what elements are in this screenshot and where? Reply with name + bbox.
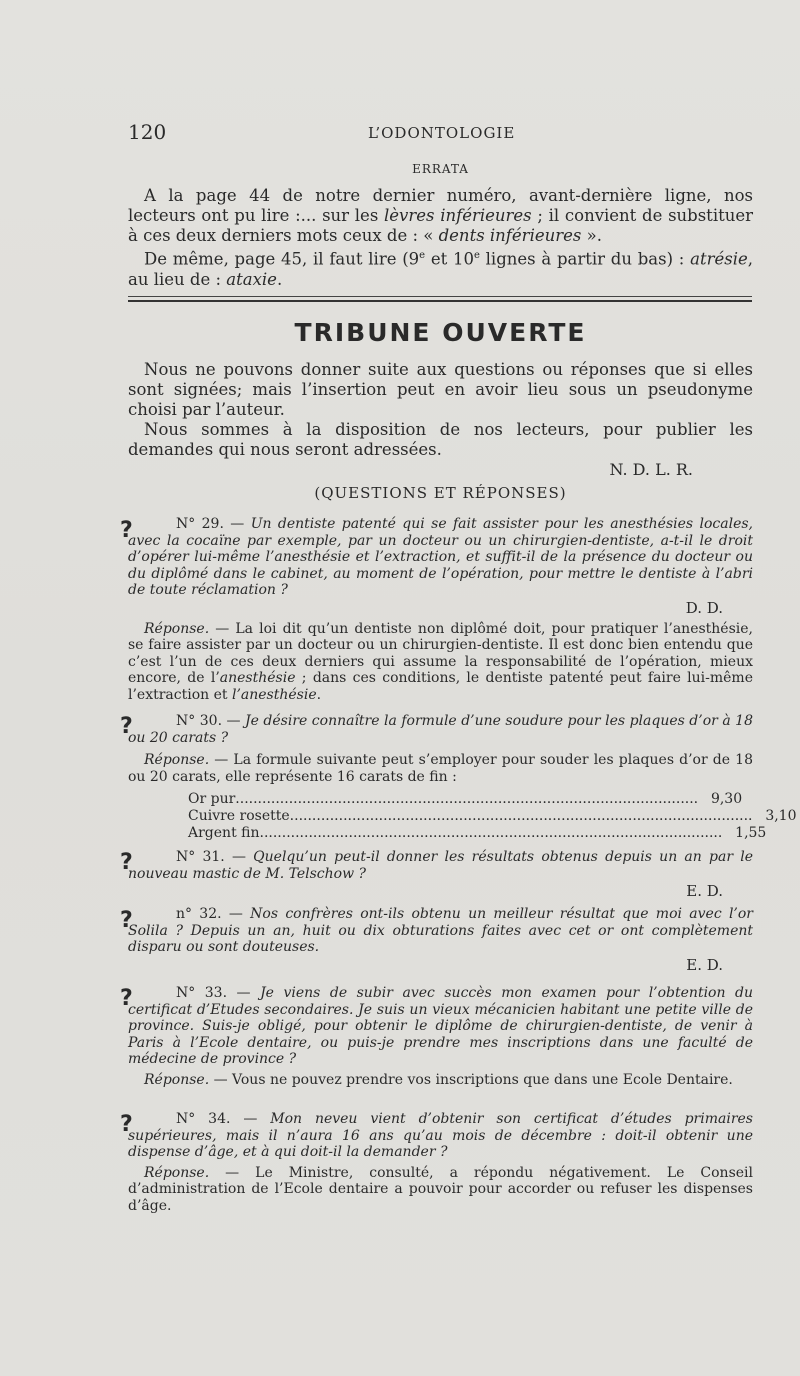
question-mark-icon: ? (120, 908, 133, 933)
page-header (128, 120, 753, 150)
question-mark-icon: ? (120, 714, 133, 739)
table-row: Or pur ........................................................................................................ 9,30 (188, 791, 743, 807)
question-mark-icon: ? (120, 1112, 133, 1137)
question-mark-icon: ? (120, 850, 133, 875)
question-signature: E. D. (686, 882, 723, 900)
question-mark-icon: ? (120, 986, 133, 1011)
editor-signature: N. D. L. R. (609, 460, 693, 479)
page-number: 120 (128, 120, 167, 144)
question-32: n° 32. — Nos confrères ont-ils obtenu un meilleur résultat que moi avec l’or Solila ? Depuis un an, huit ou dix obturations faites avec cet or ont complètement disparu ou sont douteuses. E. D. (128, 906, 753, 974)
intro-paragraph-2: Nous sommes à la disposition de nos lecteurs, pour publier les demandes qui nous seront adressées. (128, 420, 753, 459)
question-33: N° 33. — Je viens de subir avec succès mon examen pour l’obtention du certificat d’Etudes secondaires. Je suis un vieux mécanicien habitant une petite ville de province. Suis-je obligé, pour obtenir le diplôme de chirurgien-dentiste, de venir à Paris à l’Ecole dentaire, ou puis-je prendre mes inscriptions dans une faculté de médecine de province ? Réponse. — Vous ne pouvez prendre vos inscriptions que dans une Ecole Dentaire. (128, 985, 753, 1088)
errata-paragraph-1: A la page 44 de notre dernier numéro, avant-dernière ligne, nos lecteurs ont pu lire :... sur les lèvres inférieures ; il convient de substituer à ces deux derniers mots ceux de : « dents inférieures ». (128, 186, 754, 245)
question-34: N° 34. — Mon neveu vient d’obtenir son certificat d’études primaires supérieures, mais il n’aura 16 ans qu’au mois de décembre : doit-il obtenir une dispense d’âge, et à qui doit-il la demander ? Réponse. — Le Ministre, consulté, a répondu négativement. Le Conseil d’administration de l’Ecole dentaire a pouvoir pour accorder ou refuser les dispenses d’âge. (128, 1111, 753, 1214)
question-29: N° 29. — Un dentiste patenté qui se fait assister pour les anesthésies locales, avec la cocaïne par exemple, par un docteur ou un chirurgien-dentiste, a-t-il le droit d’opérer lui-même l’anesthésie et l’extraction, et suffit-il de la présence du docteur ou du diplômé dans le cabinet, au moment de l’opération, pour mettre le dentiste à l’abri de toute réclamation ? D. D. Réponse. — La loi dit qu’un dentiste non diplômé doit, pour pratiquer l’anesthésie, se faire assister par un docteur ou un chirurgien-dentiste. Il est donc bien entendu que c’est l’un de ces deux derniers qui assume la responsabilité de l’opération, mieux encore, de l’anesthésie ; dans ces conditions, le dentiste patenté peut faire lui-même l’extraction et l’anesthésie. (128, 516, 753, 703)
errata-heading: ERRATA (412, 162, 469, 176)
table-row: Cuivre rosette ........................................................................................................ 3,10 (188, 808, 797, 824)
answer-33: Réponse. — Vous ne pouvez prendre vos inscriptions que dans une Ecole Dentaire. (144, 1071, 733, 1088)
section-divider (128, 296, 752, 302)
questions-heading: (QUESTIONS ET RÉPONSES) (314, 484, 567, 502)
running-title: L’ODONTOLOGIE (368, 124, 516, 142)
intro-paragraph-1: Nous ne pouvons donner suite aux questions ou réponses que si elles sont signées; mais l’insertion peut en avoir lieu sous un pseudonyme choisi par l’auteur. (128, 360, 753, 419)
errata-paragraph-2: De même, page 45, il faut lire (9e et 10e lignes à partir du bas) : atrésie, au lieu de : ataxie. (128, 249, 753, 289)
alloy-table (188, 791, 797, 842)
section-title: TRIBUNE OUVERTE (294, 318, 587, 347)
errata-body (128, 186, 753, 290)
answer-34: Réponse. — Le Ministre, consulté, a répondu négativement. Le Conseil d’administration de l’Ecole dentaire a pouvoir pour accorder ou refuser les dispenses d’âge. (128, 1164, 753, 1214)
tribune-intro (128, 360, 753, 479)
question-signature: E. D. (686, 955, 723, 974)
table-row: Argent fin ........................................................................................................ 1,55 (188, 825, 767, 841)
question-mark-icon: ? (120, 518, 133, 543)
answer-30: Réponse. — La formule suivante peut s’employer pour souder les plaques d’or de 18 ou 20 carats, elle représente 16 carats de fin : (128, 752, 753, 785)
question-31: N° 31. — Quelqu’un peut-il donner les résultats obtenus depuis un an par le nouveau mastic de M. Telschow ? E. D. (128, 849, 753, 900)
answer-29: Réponse. — La loi dit qu’un dentiste non diplômé doit, pour pratiquer l’anesthésie, se faire assister par un docteur ou un chirurgien-dentiste. Il est donc bien entendu que c’est l’un de ces deux derniers qui assume la responsabilité de l’opération, mieux encore, de l’anesthésie ; dans ces conditions, le dentiste patenté peut faire lui-même l’extraction et l’anesthésie. (128, 620, 753, 703)
question-signature: D. D. (685, 598, 723, 617)
question-30: N° 30. — Je désire connaître la formule d’une soudure pour les plaques d’or à 18 ou 20 carats ? Réponse. — La formule suivante peut s’employer pour souder les plaques d’or de 18 ou 20 carats, elle représente 16 carats de fin : Or pur ........................................................................................................ 9,30 Cuivre rosette ........................................................................................................ 3,10 Argent fin ........................................................................................................ 1,55 (128, 713, 797, 841)
